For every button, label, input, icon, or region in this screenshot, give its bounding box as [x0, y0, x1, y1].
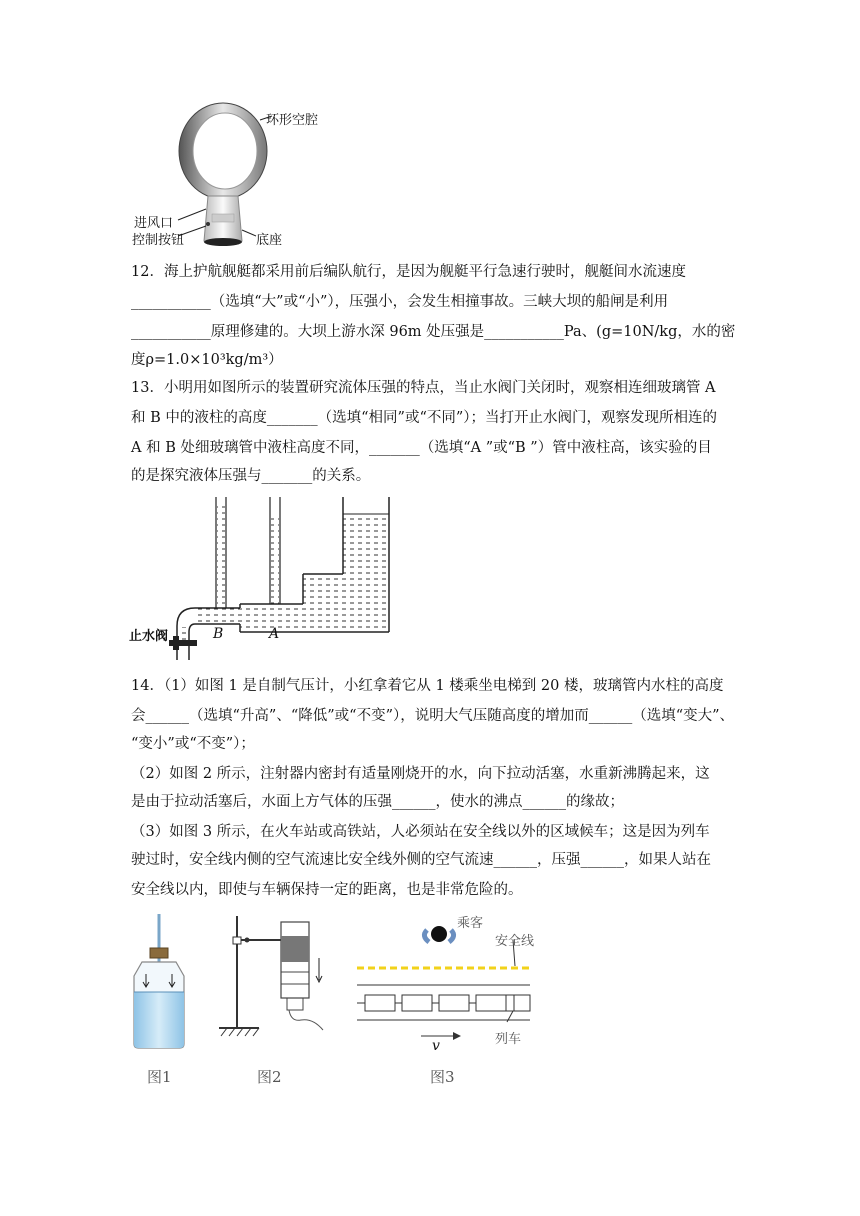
barometer-drawing [128, 912, 198, 1052]
q13-line-4: 的是探究液体压强与_______的关系。 [131, 468, 371, 484]
bladeless-fan-figure [120, 96, 340, 256]
tube-a-label: A [269, 626, 280, 642]
q14-line-7: 驶过时，安全线内侧的空气流速比安全线外侧的空气流速______，压强______，如果人站在 [131, 852, 711, 868]
figure-3-caption: 图3 [430, 1068, 455, 1086]
q14-line-5: 是由于拉动活塞后，水面上方气体的压强______，使水的沸点______的缘故； [131, 794, 624, 810]
figure-2-caption: 图2 [257, 1068, 282, 1086]
q14-line-2: 会______（选填“升高”、“降低”或“不变”），说明大气压随高度的增加而______（选填“变大”、 [131, 708, 735, 724]
tube-b-label: B [213, 626, 224, 642]
ring-cavity-label: 环形空腔 [266, 113, 319, 128]
passenger-label: 乘客 [457, 916, 484, 931]
q13-line-3: A 和 B 处细玻璃管中液柱高度不同，_______（选填“A ”或“B ”）管中液柱高，该实验的目 [131, 440, 712, 456]
figure-2-syringe [215, 910, 335, 1045]
q13-line-1: 13．小明用如图所示的装置研究流体压强的特点，当止水阀门关闭时，观察相连细玻璃管 A [131, 380, 716, 396]
q12-line-2: ___________（选填“大”或“小”），压强小，会发生相撞事故。三峡大坝的船闸是利用 [131, 294, 669, 310]
velocity-label: v [432, 1038, 440, 1054]
q14-line-1: 14．（1）如图 1 是自制气压计，小红拿着它从 1 楼乘坐电梯到 20 楼，玻璃管内水柱的高度 [131, 678, 724, 694]
q12-line-3: ___________原理修建的。大坝上游水深 96m 处压强是___________Pa、(g=10N/kg，水的密 [131, 324, 736, 340]
figure-1-caption: 图1 [147, 1068, 172, 1086]
syringe-drawing [215, 910, 335, 1045]
train-label: 列车 [495, 1032, 522, 1047]
q14-line-4: （2）如图 2 所示，注射器内密封有适量刚烧开的水，向下拉动活塞，水重新沸腾起来，这 [131, 766, 710, 782]
q14-line-8: 安全线以内，即使与车辆保持一定的距离，也是非常危险的。 [131, 882, 523, 898]
control-button-label: 控制按钮 [132, 233, 185, 248]
safety-line-label: 安全线 [495, 934, 535, 949]
base-label: 底座 [256, 233, 283, 248]
flow-pressure-apparatus-figure [125, 492, 395, 662]
q13-line-2: 和 B 中的液柱的高度_______（选填“相同”或“不同”）；当打开止水阀门，观察发现所相连的 [131, 410, 718, 426]
q14-line-6: （3）如图 3 所示，在火车站或高铁站，人必须站在安全线以外的区域候车；这是因为列车 [131, 824, 710, 840]
q12-line-4: 度ρ=1.0×10³kg/m³） [131, 352, 283, 368]
figure-1-barometer [128, 912, 198, 1052]
q14-line-3: “变小”或“不变”）； [131, 736, 255, 752]
stop-valve-label: 止水阀 [129, 629, 169, 644]
q12-line-1: 12．海上护航舰艇都采用前后编队航行，是因为舰艇平行急速行驶时，舰艇间水流速度 [131, 264, 686, 280]
figure-3-train-station [355, 910, 540, 1060]
air-inlet-label: 进风口 [134, 216, 174, 231]
